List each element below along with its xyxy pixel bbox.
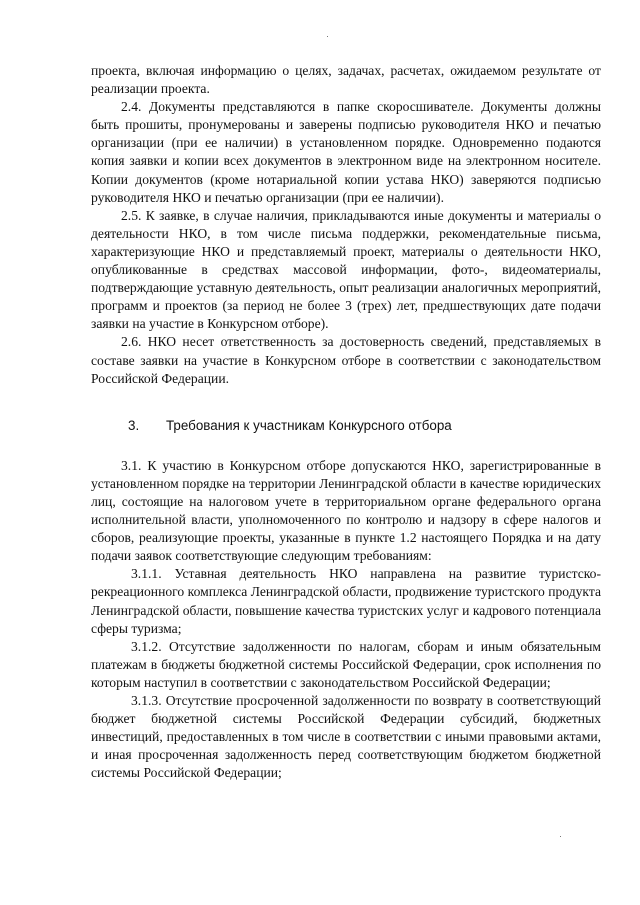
paragraph-3-1-1: 3.1.1. Уставная деятельность НКО направлена на развитие туристско-рекреационного комплекса Ленинградской области, продвижение туристского продукта Ленинградской области, повышение качества туристских услуг и кадрового потенциала сферы туризма; <box>91 566 601 636</box>
section-heading <box>91 417 601 435</box>
paragraph-2-6: 2.6. НКО несет ответственность за достоверность сведений, представляемых в составе заявки на участие в Конкурсном отборе в соответствии с законодательством Российской Федерации. <box>91 334 601 386</box>
document-body <box>91 62 601 782</box>
scan-speck <box>327 36 328 37</box>
paragraph-2-5: 2.5. К заявке, в случае наличия, прикладываются иные документы и материалы о деятельности НКО, в том числе письма поддержки, рекомендательные письма, характеризующие НКО и представляемый проект, материалы о деятельности НКО, опубликованные в средствах массовой информации, фото-, видеоматериалы, подтверждающие уставную деятельность, опыт реализации аналогичных мероприятий, программ и проектов (за период не более 3 (трех) лет, предшествующих дате подачи заявки на участие в Конкурсном отборе). <box>91 207 601 332</box>
scan-speck <box>560 836 561 837</box>
section-title: Требования к участникам Конкурсного отбора <box>166 417 452 433</box>
paragraph-project-continuation: проекта, включая информацию о целях, задачах, расчетах, ожидаемом результате от реализации проекта. <box>91 63 601 97</box>
paragraph-2-4: 2.4. Документы представляются в папке скоросшивателе. Документы должны быть прошиты, пронумерованы и заверены подписью руководителя НКО и печатью организации (при ее наличии) в установленном порядке. Одновременно подаются копия заявки и копии всех документов в электронном виде на электронном носителе. Копии документов (кроме нотариальной копии устава НКО) заверяются подписью руководителя НКО и печатью организации (при ее наличии). <box>91 99 601 205</box>
section-number: 3. <box>128 417 140 433</box>
paragraph-3-1-3: 3.1.3. Отсутствие просроченной задолженности по возврату в соответствующий бюджет бюджетной системы Российской Федерации субсидий, бюджетных инвестиций, предоставленных в том числе в соответствии с иными правовыми актами, и иная просроченная задолженность перед соответствующим бюджетом бюджетной системы Российской Федерации; <box>91 693 601 781</box>
paragraph-3-1-2: 3.1.2. Отсутствие задолженности по налогам, сборам и иным обязательным платежам в бюджеты бюджетной системы Российской Федерации, срок исполнения по которым наступил в соответствии с законодательством Российской Федерации; <box>91 638 601 690</box>
paragraph-3-1: 3.1. К участию в Конкурсном отборе допускаются НКО, зарегистрированные в установленном порядке на территории Ленинградской области в качестве юридических лиц, состоящие на налоговом учете в территориальном органе федерального органа исполнительной власти, уполномоченного по контролю и надзору в сфере налогов и сборов, реализующие проекты, указанные в пункте 1.2 настоящего Порядка и на дату подачи заявок соответствующие следующим требованиям: <box>91 457 601 564</box>
